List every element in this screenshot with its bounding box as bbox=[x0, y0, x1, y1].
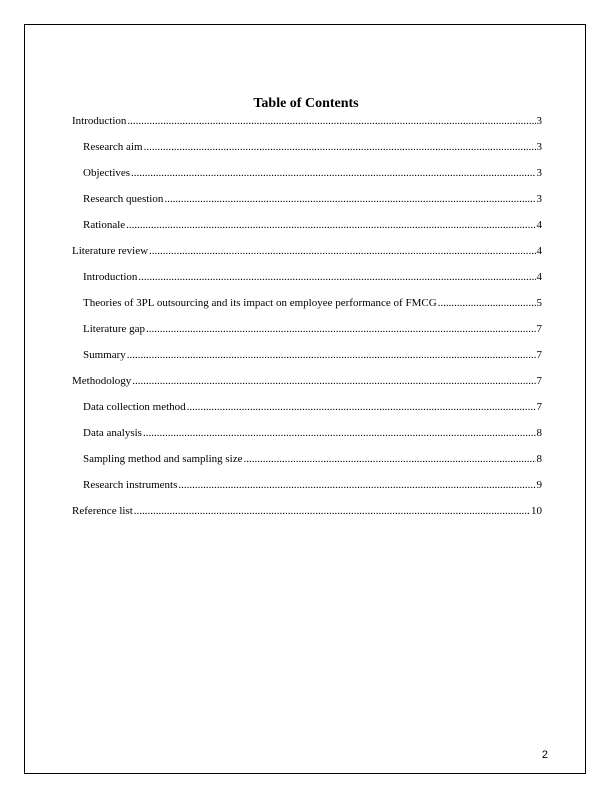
toc-entry[interactable] bbox=[72, 114, 542, 140]
toc-entry[interactable] bbox=[72, 322, 542, 348]
toc-entry-page: 8 bbox=[536, 427, 542, 439]
toc-entry[interactable] bbox=[72, 270, 542, 296]
toc-leader-dots bbox=[164, 192, 535, 206]
toc-leader-dots bbox=[144, 140, 536, 154]
toc-entry-page: 5 bbox=[536, 297, 542, 309]
toc-leader-dots bbox=[132, 374, 535, 388]
toc-entry-label: Research aim bbox=[83, 141, 143, 153]
toc-entry-page: 4 bbox=[536, 219, 542, 231]
toc-entry-page: 4 bbox=[536, 245, 542, 257]
toc-leader-dots bbox=[143, 426, 536, 440]
toc-entry-label: Research instruments bbox=[83, 479, 178, 491]
toc-entry-page: 4 bbox=[536, 271, 542, 283]
toc-leader-dots bbox=[146, 322, 536, 336]
toc-leader-dots bbox=[138, 270, 535, 284]
toc-entry[interactable] bbox=[72, 166, 542, 192]
toc-entry[interactable] bbox=[72, 478, 542, 504]
toc-entry-page: 3 bbox=[536, 115, 542, 127]
toc-leader-dots bbox=[126, 218, 535, 232]
toc-leader-dots bbox=[243, 452, 535, 466]
toc-entry[interactable] bbox=[72, 244, 542, 270]
toc-entry-page: 8 bbox=[536, 453, 542, 465]
toc-entry[interactable] bbox=[72, 426, 542, 452]
toc-entry-label: Summary bbox=[83, 349, 126, 361]
toc-entry[interactable] bbox=[72, 192, 542, 218]
toc-leader-dots bbox=[438, 296, 536, 310]
toc-leader-dots bbox=[149, 244, 535, 258]
toc-entry[interactable] bbox=[72, 374, 542, 400]
toc-entry-label: Introduction bbox=[83, 271, 138, 283]
toc-entry-label: Data analysis bbox=[83, 427, 142, 439]
page-number: 2 bbox=[541, 749, 548, 761]
toc-entry-label: Data collection method bbox=[83, 401, 186, 413]
toc-leader-dots bbox=[131, 166, 535, 180]
toc-entry-label: Reference list bbox=[72, 505, 133, 517]
toc-leader-dots bbox=[187, 400, 536, 414]
toc-entry-label: Introduction bbox=[72, 115, 127, 127]
toc-entry[interactable] bbox=[72, 296, 542, 322]
toc-entry[interactable] bbox=[72, 218, 542, 244]
toc-entry-label: Literature gap bbox=[83, 323, 145, 335]
toc-entry[interactable] bbox=[72, 140, 542, 166]
toc-entry[interactable] bbox=[72, 452, 542, 478]
toc-entry-label: Methodology bbox=[72, 375, 132, 387]
toc-entry-page: 10 bbox=[531, 505, 542, 517]
toc-entry-page: 7 bbox=[536, 375, 542, 387]
toc-entry-page: 3 bbox=[536, 141, 542, 153]
toc-entry-page: 7 bbox=[536, 401, 542, 413]
toc-entry-page: 7 bbox=[536, 323, 542, 335]
toc-entry[interactable] bbox=[72, 400, 542, 426]
toc-entry-label: Objectives bbox=[83, 167, 131, 179]
toc-entry-page: 7 bbox=[536, 349, 542, 361]
toc-entry-label: Theories of 3PL outsourcing and its impact on employee performance of FMCG bbox=[83, 297, 437, 309]
toc-entry-page: 3 bbox=[536, 193, 542, 205]
toc-entry-label: Sampling method and sampling size bbox=[83, 453, 243, 465]
toc-entry[interactable] bbox=[72, 348, 542, 374]
toc-list bbox=[72, 114, 542, 530]
toc-entry-page: 3 bbox=[536, 167, 542, 179]
toc-title: Table of Contents bbox=[253, 96, 359, 111]
toc-entry-label: Rationale bbox=[83, 219, 126, 231]
toc-entry-page: 9 bbox=[536, 479, 542, 491]
toc-leader-dots bbox=[127, 114, 535, 128]
toc-entry-label: Research question bbox=[83, 193, 164, 205]
toc-entry[interactable] bbox=[72, 504, 542, 530]
toc-entry-label: Literature review bbox=[72, 245, 149, 257]
toc-leader-dots bbox=[134, 504, 530, 518]
toc-leader-dots bbox=[178, 478, 535, 492]
toc-leader-dots bbox=[127, 348, 536, 362]
